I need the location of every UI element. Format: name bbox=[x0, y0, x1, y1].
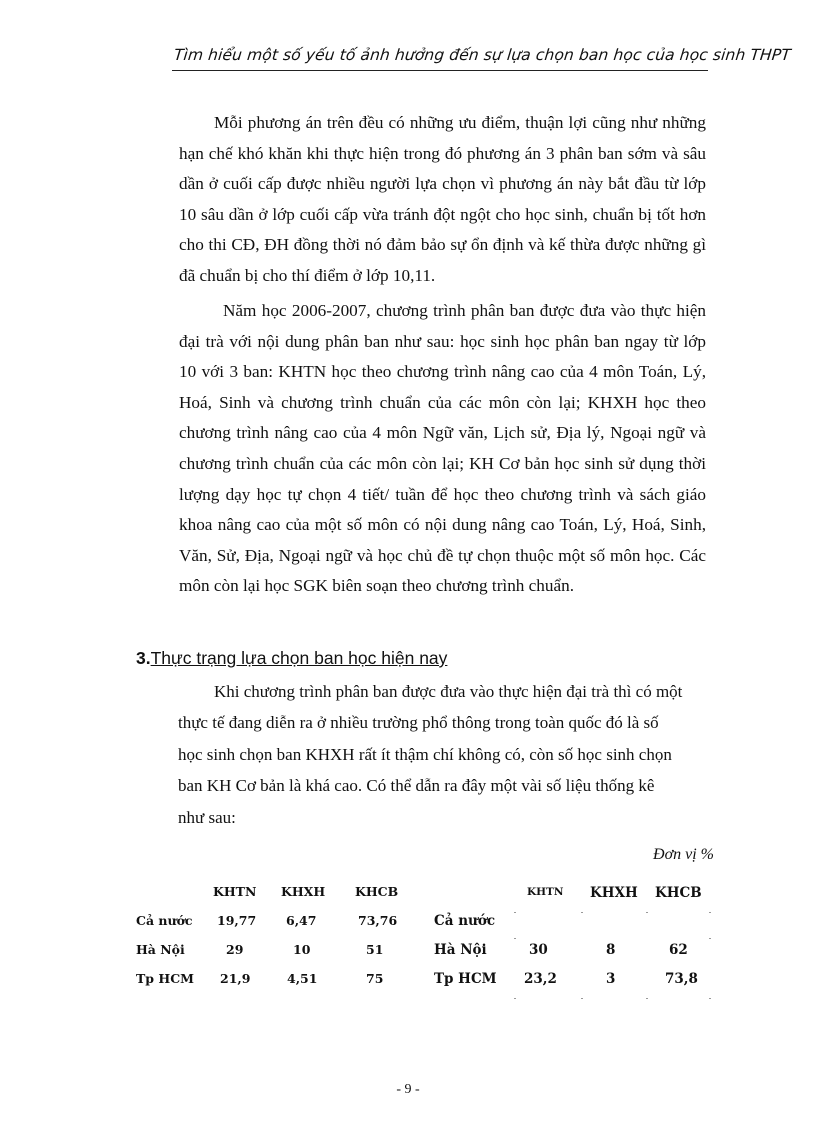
table-cell: 29 bbox=[226, 942, 244, 957]
table-header: KHTN bbox=[213, 884, 257, 899]
unit-label: Đơn vị % bbox=[653, 846, 714, 863]
grid-tick bbox=[581, 912, 583, 913]
paragraph-school-year: Năm học 2006-2007, chương trình phân ban được đưa vào thực hiện đại trà với nội dung phân ban như sau: học sinh học phân ban ngay từ lớp 10 với 3 ban: KHTN học theo chương trình nâng cao của 4 môn Toán, Lý, Hoá, Sinh và chương trình chuẩn của các môn còn lại; KHXH học theo chương trình nâng cao của 4 môn Ngữ văn, Lịch sử, Địa lý, Ngoại ngữ và chương trình chuẩn của các môn còn lại; KH Cơ bản học sinh sử dụng thời lượng dạy học tự chọn 4 tiết/ tuần để học theo chương trình và sách giáo khoa nâng cao của một số môn có nội dung nâng cao Toán, Lý, Hoá, Sinh, Văn, Sử, Địa, Ngoại ngữ và học chủ đề tự chọn thuộc một số môn học. Các môn còn lại học SGK biên soạn theo chương trình chuẩn. bbox=[179, 301, 706, 596]
row-label: Hà Nội bbox=[136, 942, 185, 957]
table-cell: 19,77 bbox=[217, 913, 257, 928]
table-cell: 23,2 bbox=[524, 971, 557, 987]
grid-tick bbox=[514, 912, 516, 913]
table-cell: 62 bbox=[669, 942, 688, 958]
table-cell: 10 bbox=[293, 942, 311, 957]
header-rule bbox=[172, 70, 708, 71]
table-header: KHCB bbox=[355, 884, 399, 899]
row-label: Tp HCM bbox=[136, 971, 194, 986]
table-header: KHXH bbox=[281, 884, 326, 899]
table-cell: 51 bbox=[366, 942, 384, 957]
section-heading bbox=[136, 648, 447, 669]
grid-tick bbox=[709, 998, 711, 999]
grid-tick bbox=[646, 998, 648, 999]
row-label: Hà Nội bbox=[434, 942, 487, 958]
row-label: Cả nước bbox=[136, 913, 193, 928]
grid-tick bbox=[514, 938, 516, 939]
table-cell: 21,9 bbox=[220, 971, 251, 986]
grid-tick bbox=[709, 912, 711, 913]
table-header: KHTN bbox=[527, 886, 564, 898]
paragraph-current-situation: Khi chương trình phân ban được đưa vào thực hiện đại trà thì có một thực tế đang diễn ra ở nhiều trường phổ thông trong toàn quốc đó là số học sinh chọn ban KHXH rất ít thậm chí không có, còn số học sinh chọn ban KH Cơ bản là khá cao. Có thể dẫn ra đây một vài số liệu thống kê như sau: bbox=[178, 682, 683, 827]
row-label: Cả nước bbox=[434, 913, 496, 929]
header-title: Tìm hiểu một số yếu tố ảnh hưởng đến sự lựa chọn ban học của học sinh THPT bbox=[173, 46, 792, 64]
table-cell: 75 bbox=[366, 971, 384, 986]
grid-tick bbox=[514, 998, 516, 999]
table-header: KHCB bbox=[655, 885, 702, 901]
table-cell: 30 bbox=[529, 942, 548, 958]
table-cell: 73,76 bbox=[358, 913, 398, 928]
grid-tick bbox=[581, 998, 583, 999]
table-cell: 73,8 bbox=[665, 971, 698, 987]
table-header: KHXH bbox=[590, 885, 638, 901]
grid-tick bbox=[646, 912, 648, 913]
section-title: Thực trạng lựa chọn ban học hiện nay bbox=[150, 648, 448, 668]
table-cell: 4,51 bbox=[287, 971, 318, 986]
section-number: 3. bbox=[136, 648, 151, 668]
grid-tick bbox=[709, 938, 711, 939]
table-cell: 6,47 bbox=[286, 913, 317, 928]
table-cell: 3 bbox=[606, 971, 616, 987]
page-number: - 9 - bbox=[396, 1082, 420, 1097]
row-label: Tp HCM bbox=[434, 971, 497, 987]
table-cell: 8 bbox=[606, 942, 616, 958]
paragraph-options: Mỗi phương án trên đều có những ưu điểm, thuận lợi cũng như những hạn chế khó khăn khi thực hiện trong đó phương án 3 phân ban sớm và sâu dần ở cuối cấp được nhiều người lựa chọn vì phương án này bắt đầu từ lớp 10 sâu dần ở lớp cuối cấp vừa tránh đột ngột cho học sinh, chuẩn bị tốt hơn cho thi CĐ, ĐH đồng thời nó đảm bảo sự ổn định và kế thừa được những gì đã chuẩn bị cho thí điểm ở lớp 10,11. bbox=[179, 113, 706, 285]
